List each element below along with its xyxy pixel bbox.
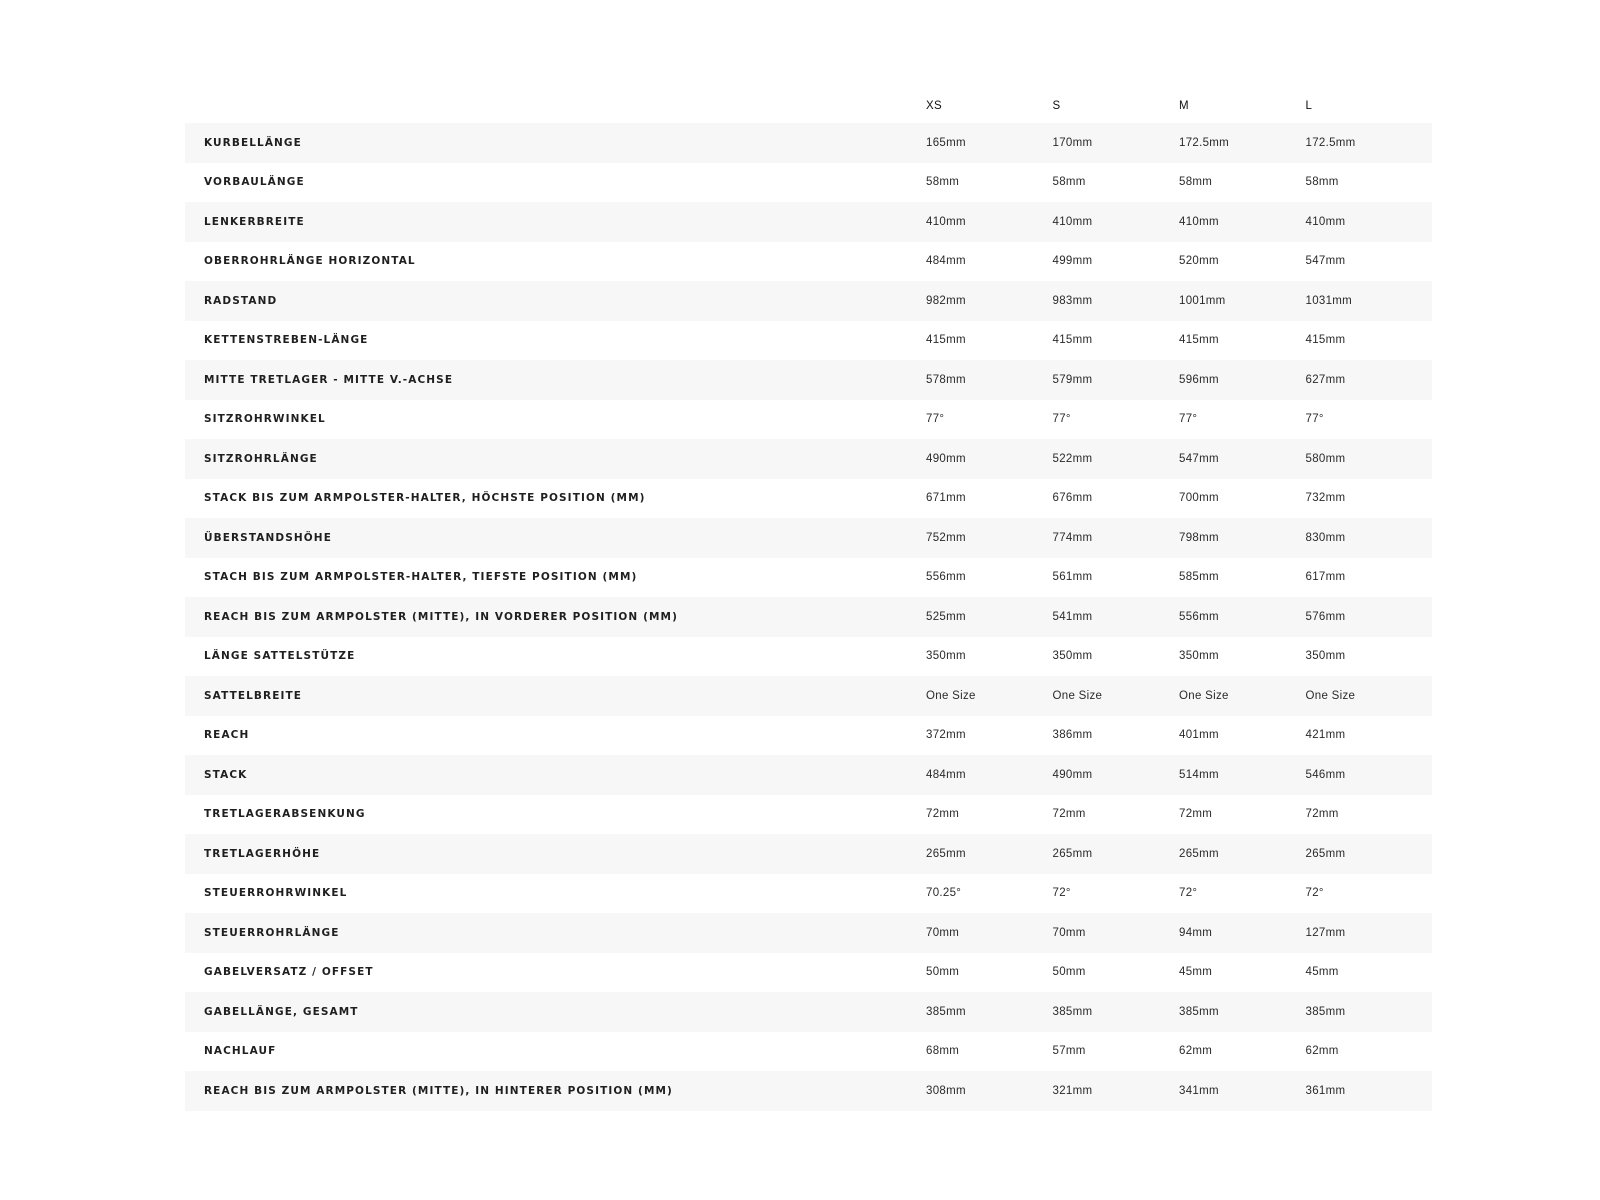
value-cell-m: 415mm [1179, 334, 1219, 347]
row-label: TRETLAGERHÖHE [204, 847, 321, 860]
value-cell-l: 350mm [1305, 650, 1346, 663]
value-cell-m: 172.5mm [1179, 136, 1230, 149]
row-label: STEUERROHRLÄNGE [204, 926, 340, 939]
value-cell-xs: 556mm [926, 571, 966, 584]
value-cell-m: 547mm [1179, 452, 1219, 465]
value-cell-xs: 265mm [926, 847, 966, 860]
value-cell-s: 58mm [1052, 176, 1086, 189]
value-cell-l: 410mm [1305, 215, 1346, 228]
value-cell-s: 350mm [1052, 650, 1093, 663]
value-cell-m: 798mm [1179, 531, 1219, 544]
row-label: GABELLÄNGE, GESAMT [204, 1005, 359, 1018]
size-header-xs: XS [926, 99, 942, 112]
value-cell-xs: 410mm [926, 215, 966, 228]
value-cell-xs: 671mm [926, 492, 966, 505]
table-row [185, 637, 1432, 677]
table-row [185, 913, 1432, 953]
value-cell-l: 72° [1305, 887, 1324, 900]
value-cell-s: 170mm [1052, 136, 1093, 149]
table-row [185, 953, 1432, 993]
value-cell-l: 732mm [1305, 492, 1346, 505]
row-label: REACH BIS ZUM ARMPOLSTER (MITTE), IN HINTERER POSITION (MM) [204, 1084, 673, 1097]
row-label: LENKERBREITE [204, 215, 305, 228]
table-row [185, 281, 1432, 321]
table-row [185, 795, 1432, 835]
value-cell-m: 94mm [1179, 926, 1213, 939]
value-cell-s: 385mm [1052, 1005, 1093, 1018]
table-row [185, 202, 1432, 242]
value-cell-l: 617mm [1305, 571, 1346, 584]
value-cell-s: 410mm [1052, 215, 1093, 228]
value-cell-l: 127mm [1305, 926, 1346, 939]
row-label: OBERROHRLÄNGE HORIZONTAL [204, 255, 416, 268]
value-cell-l: 172.5mm [1305, 136, 1356, 149]
value-cell-l: 62mm [1305, 1045, 1339, 1058]
value-cell-l: 45mm [1305, 966, 1339, 979]
value-cell-s: 72° [1052, 887, 1071, 900]
value-cell-l: 361mm [1305, 1084, 1346, 1097]
row-label: SITZROHRWINKEL [204, 413, 326, 426]
geometry-table [185, 88, 1432, 1111]
row-label: SITZROHRLÄNGE [204, 452, 318, 465]
value-cell-m: 58mm [1179, 176, 1213, 189]
value-cell-m: 72° [1179, 887, 1198, 900]
value-cell-s: 522mm [1052, 452, 1093, 465]
row-label: STACK BIS ZUM ARMPOLSTER-HALTER, HÖCHSTE POSITION (MM) [204, 492, 646, 505]
row-label: REACH [204, 729, 250, 742]
value-cell-s: 70mm [1052, 926, 1086, 939]
table-row [185, 755, 1432, 795]
value-cell-xs: 50mm [926, 966, 960, 979]
row-label: STACH BIS ZUM ARMPOLSTER-HALTER, TIEFSTE POSITION (MM) [204, 571, 638, 584]
table-row [185, 992, 1432, 1032]
table-row [185, 597, 1432, 637]
value-cell-xs: 70mm [926, 926, 960, 939]
value-cell-l: 830mm [1305, 531, 1346, 544]
value-cell-l: 385mm [1305, 1005, 1346, 1018]
value-cell-xs: 308mm [926, 1084, 966, 1097]
value-cell-s: 77° [1052, 413, 1071, 426]
value-cell-l: 1031mm [1305, 294, 1353, 307]
value-cell-s: 415mm [1052, 334, 1093, 347]
value-cell-s: 72mm [1052, 808, 1086, 821]
value-cell-m: 45mm [1179, 966, 1213, 979]
value-cell-m: 77° [1179, 413, 1198, 426]
value-cell-m: 72mm [1179, 808, 1213, 821]
value-cell-s: One Size [1052, 689, 1103, 702]
table-row [185, 676, 1432, 716]
value-cell-s: 579mm [1052, 373, 1093, 386]
value-cell-m: One Size [1179, 689, 1229, 702]
table-row [185, 400, 1432, 440]
value-cell-m: 520mm [1179, 255, 1219, 268]
table-row [185, 439, 1432, 479]
value-cell-xs: One Size [926, 689, 976, 702]
value-cell-m: 350mm [1179, 650, 1219, 663]
value-cell-xs: 490mm [926, 452, 966, 465]
value-cell-m: 514mm [1179, 768, 1219, 781]
table-row [185, 321, 1432, 361]
value-cell-s: 265mm [1052, 847, 1093, 860]
value-cell-s: 541mm [1052, 610, 1093, 623]
table-row [185, 834, 1432, 874]
value-cell-l: 415mm [1305, 334, 1346, 347]
value-cell-l: 546mm [1305, 768, 1346, 781]
row-label: KETTENSTREBEN-LÄNGE [204, 334, 369, 347]
size-header-m: M [1179, 99, 1189, 112]
table-body [185, 123, 1432, 1111]
value-cell-xs: 77° [926, 413, 945, 426]
row-label: SATTELBREITE [204, 689, 303, 702]
row-label: ÜBERSTANDSHÖHE [204, 531, 332, 544]
value-cell-xs: 70.25° [926, 887, 962, 900]
value-cell-m: 341mm [1179, 1084, 1219, 1097]
value-cell-s: 774mm [1052, 531, 1093, 544]
row-label: KURBELLÄNGE [204, 136, 302, 149]
table-row [185, 123, 1432, 163]
value-cell-xs: 68mm [926, 1045, 960, 1058]
row-label: STACK [204, 768, 248, 781]
table-row [185, 360, 1432, 400]
table-row [185, 479, 1432, 519]
value-cell-m: 62mm [1179, 1045, 1213, 1058]
size-header-s: S [1052, 99, 1061, 112]
value-cell-s: 57mm [1052, 1045, 1086, 1058]
row-label: VORBAULÄNGE [204, 176, 305, 189]
value-cell-l: 576mm [1305, 610, 1346, 623]
table-row [185, 874, 1432, 914]
table-row [185, 1071, 1432, 1111]
value-cell-m: 556mm [1179, 610, 1219, 623]
row-label: TRETLAGERABSENKUNG [204, 808, 366, 821]
value-cell-s: 983mm [1052, 294, 1093, 307]
value-cell-xs: 415mm [926, 334, 966, 347]
table-row [185, 242, 1432, 282]
value-cell-m: 700mm [1179, 492, 1219, 505]
value-cell-m: 596mm [1179, 373, 1219, 386]
value-cell-s: 321mm [1052, 1084, 1093, 1097]
value-cell-l: 72mm [1305, 808, 1339, 821]
value-cell-s: 676mm [1052, 492, 1093, 505]
row-label: REACH BIS ZUM ARMPOLSTER (MITTE), IN VORDERER POSITION (MM) [204, 610, 678, 623]
value-cell-xs: 484mm [926, 255, 966, 268]
value-cell-l: 627mm [1305, 373, 1346, 386]
value-cell-l: 547mm [1305, 255, 1346, 268]
value-cell-xs: 350mm [926, 650, 966, 663]
table-row [185, 163, 1432, 203]
table-row [185, 518, 1432, 558]
value-cell-l: 421mm [1305, 729, 1346, 742]
row-label: NACHLAUF [204, 1045, 277, 1058]
row-label: STEUERROHRWINKEL [204, 887, 348, 900]
value-cell-m: 1001mm [1179, 294, 1226, 307]
value-cell-xs: 165mm [926, 136, 966, 149]
value-cell-s: 50mm [1052, 966, 1086, 979]
value-cell-l: 580mm [1305, 452, 1346, 465]
table-row [185, 1032, 1432, 1072]
value-cell-xs: 982mm [926, 294, 966, 307]
value-cell-l: 265mm [1305, 847, 1346, 860]
value-cell-m: 401mm [1179, 729, 1219, 742]
row-label: MITTE TRETLAGER - MITTE V.-ACHSE [204, 373, 454, 386]
value-cell-s: 499mm [1052, 255, 1093, 268]
row-label: LÄNGE SATTELSTÜTZE [204, 650, 356, 663]
table-row [185, 558, 1432, 598]
value-cell-xs: 484mm [926, 768, 966, 781]
row-label: GABELVERSATZ / OFFSET [204, 966, 374, 979]
value-cell-xs: 385mm [926, 1005, 966, 1018]
value-cell-xs: 578mm [926, 373, 966, 386]
value-cell-m: 265mm [1179, 847, 1219, 860]
table-header-row [185, 88, 1432, 123]
row-label: RADSTAND [204, 294, 278, 307]
value-cell-l: 77° [1305, 413, 1324, 426]
table-row [185, 716, 1432, 756]
value-cell-m: 585mm [1179, 571, 1219, 584]
value-cell-xs: 525mm [926, 610, 966, 623]
value-cell-xs: 72mm [926, 808, 960, 821]
value-cell-m: 410mm [1179, 215, 1219, 228]
value-cell-s: 490mm [1052, 768, 1093, 781]
value-cell-s: 386mm [1052, 729, 1093, 742]
value-cell-xs: 58mm [926, 176, 960, 189]
value-cell-m: 385mm [1179, 1005, 1219, 1018]
value-cell-s: 561mm [1052, 571, 1093, 584]
size-header-l: L [1305, 99, 1313, 112]
value-cell-l: One Size [1305, 689, 1356, 702]
value-cell-l: 58mm [1305, 176, 1339, 189]
value-cell-xs: 372mm [926, 729, 966, 742]
value-cell-xs: 752mm [926, 531, 966, 544]
